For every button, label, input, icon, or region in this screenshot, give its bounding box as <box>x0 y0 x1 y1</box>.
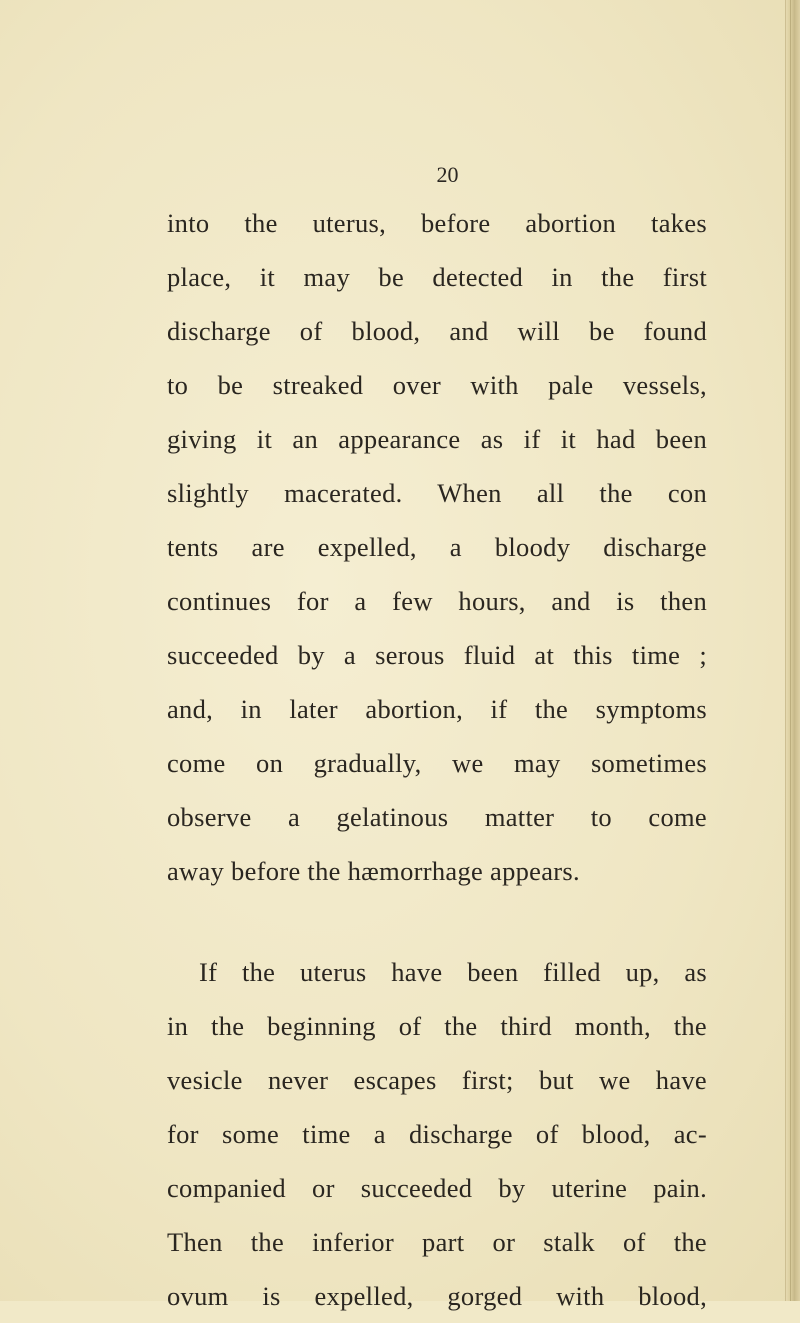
text-line: ovum is expelled, gorged with blood, <box>167 1281 707 1311</box>
text-line: vesicle never escapes first; but we have <box>167 1065 707 1095</box>
text-line: come on gradually, we may sometimes <box>167 748 707 778</box>
text-line: away before the hæmorrhage appears. <box>167 856 580 886</box>
text-line: giving it an appearance as if it had been <box>167 424 707 454</box>
page-number <box>0 160 800 190</box>
body-text <box>167 196 707 1323</box>
page-binding-edge <box>785 0 800 1301</box>
paragraph-2 <box>167 945 707 1323</box>
text-line: slightly macerated. When all the con <box>167 478 707 508</box>
paragraph-gap <box>167 898 707 945</box>
text-line: discharge of blood, and will be found <box>167 316 707 346</box>
text-line: in the beginning of the third month, the <box>167 1011 707 1041</box>
text-line: continues for a few hours, and is then <box>167 586 707 616</box>
page-number-text: 20 <box>436 162 459 187</box>
text-line: If the uterus have been filled up, as <box>199 957 707 987</box>
text-line: tents are expelled, a bloody discharge <box>167 532 707 562</box>
text-line: succeeded by a serous fluid at this time ; <box>167 640 707 670</box>
paragraph-1 <box>167 196 707 898</box>
text-line: Then the inferior part or stalk of the <box>167 1227 707 1257</box>
text-line: companied or succeeded by uterine pain. <box>167 1173 707 1203</box>
text-line: observe a gelatinous matter to come <box>167 802 707 832</box>
text-line: for some time a discharge of blood, ac- <box>167 1119 707 1149</box>
text-line: to be streaked over with pale vessels, <box>167 370 707 400</box>
text-line: and, in later abortion, if the symptoms <box>167 694 707 724</box>
text-line: into the uterus, before abortion takes <box>167 208 707 238</box>
text-line: place, it may be detected in the first <box>167 262 707 292</box>
